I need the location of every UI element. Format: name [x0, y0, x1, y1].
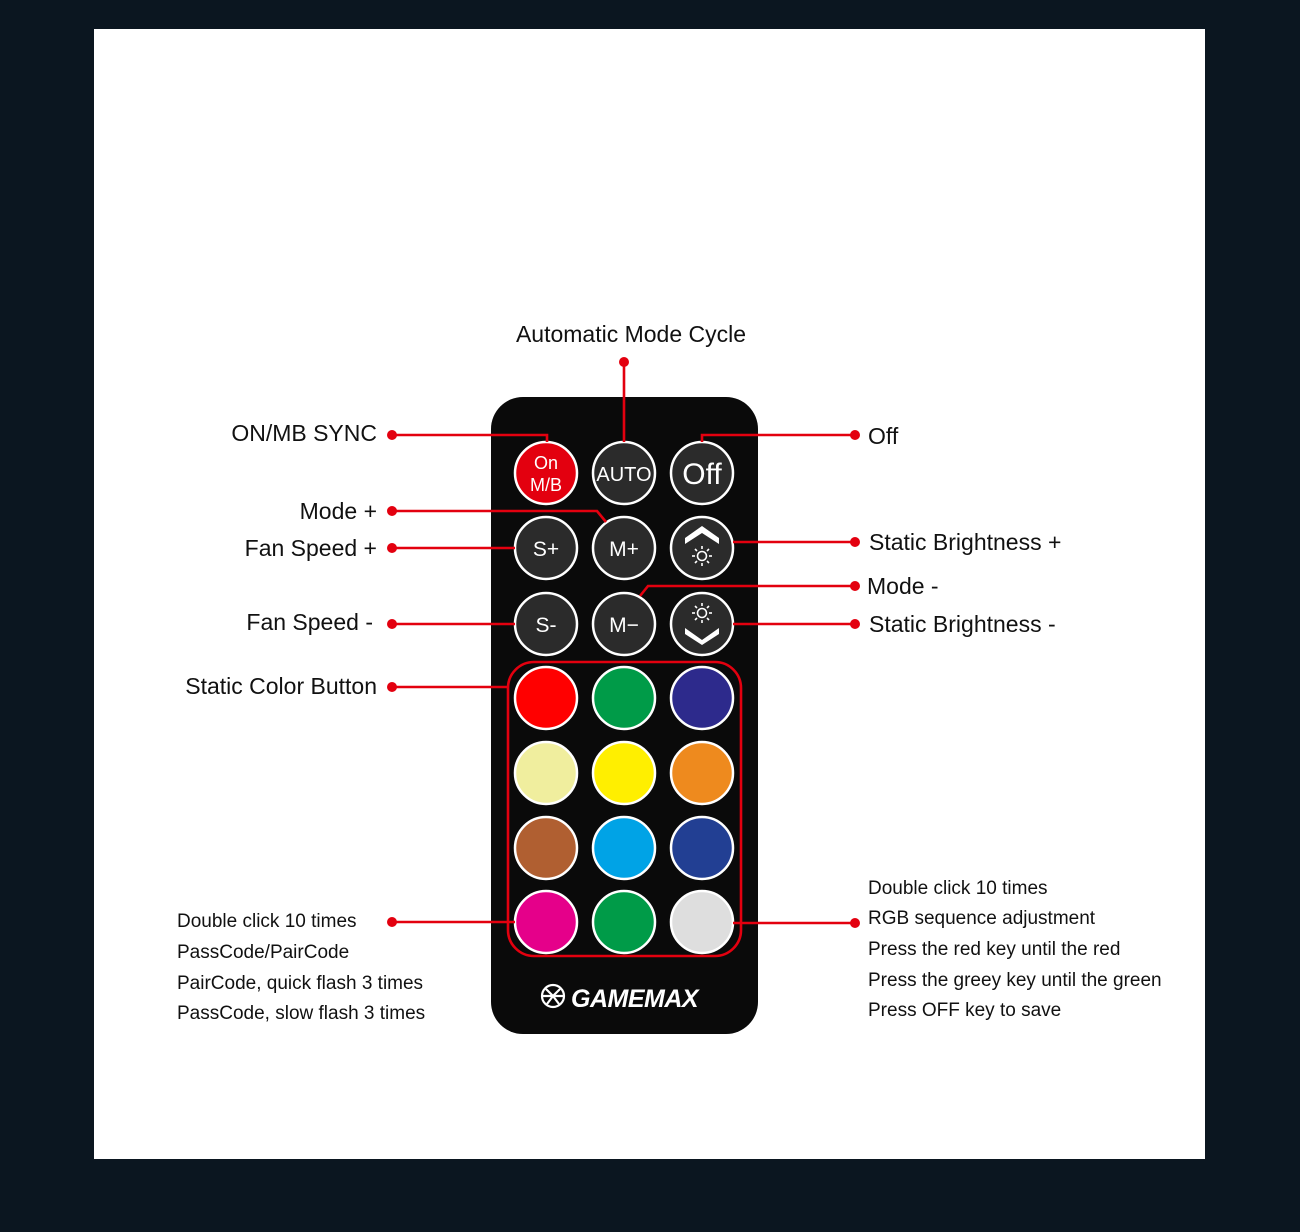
color-key-button[interactable] [671, 891, 733, 953]
color-key-button[interactable] [593, 667, 655, 729]
static-color-leader-dot [387, 682, 397, 692]
mode-up-leader-dot [387, 506, 397, 516]
off-leader-dot [850, 430, 860, 440]
label-static-brightness-minus: Static Brightness - [869, 611, 1056, 637]
label-fan-speed-plus: Fan Speed + [244, 535, 377, 561]
rgb-note-line: RGB sequence adjustment [868, 908, 1096, 929]
speed-up-button[interactable] [515, 517, 577, 579]
off-button[interactable] [671, 442, 733, 504]
color-key-button[interactable] [515, 742, 577, 804]
speed-down-button-label: S- [535, 614, 557, 637]
label-auto-mode: Automatic Mode Cycle [515, 321, 747, 347]
label-static-color: Static Color Button [185, 673, 377, 699]
rgb-sequence-notes [868, 878, 1162, 1021]
mode-down-leader-dot [850, 581, 860, 591]
color-key-button[interactable] [671, 817, 733, 879]
label-fan-speed-minus: Fan Speed - [246, 609, 373, 635]
color-key-button[interactable] [515, 891, 577, 953]
speed-down-leader-dot [387, 619, 397, 629]
on-mb-leader-dot [387, 430, 397, 440]
on-mb-button-line1: On [533, 453, 559, 473]
rgb-note-line: Press the greey key until the green [868, 970, 1162, 991]
color-key-button[interactable] [515, 667, 577, 729]
pair-note-line: PairCode, quick flash 3 times [177, 973, 424, 994]
rgb-note-line: Press the red key until the red [868, 939, 1121, 960]
label-mode-plus: Mode + [299, 498, 377, 524]
auto-leader-dot [619, 357, 629, 367]
mode-up-button-label: M+ [609, 538, 639, 561]
label-on-mb-sync: ON/MB SYNC [231, 420, 377, 446]
color-key-button[interactable] [593, 891, 655, 953]
off-button-label: Off [682, 458, 722, 491]
auto-button[interactable] [593, 442, 655, 504]
color-key-button[interactable] [593, 817, 655, 879]
speed-up-leader-dot [387, 543, 397, 553]
color-key-button[interactable] [593, 742, 655, 804]
mode-up-button[interactable] [593, 517, 655, 579]
speed-up-button-label: S+ [532, 538, 560, 561]
pair-note-line: PassCode, slow flash 3 times [177, 1003, 426, 1024]
brand-name: GAMEMAX [571, 985, 699, 1013]
label-static-brightness-plus: Static Brightness + [869, 529, 1062, 555]
color-key-button[interactable] [671, 742, 733, 804]
brightness-up-button[interactable] [671, 517, 733, 579]
on-mb-button[interactable] [515, 442, 577, 504]
pair-note-line: PassCode/PairCode [177, 942, 350, 963]
color-key-button[interactable] [515, 817, 577, 879]
auto-button-label: AUTO [596, 464, 652, 486]
rgb-sequence-leader-dot [850, 918, 860, 928]
pair-note-line: Double click 10 times [177, 911, 357, 932]
color-key-button[interactable] [671, 667, 733, 729]
pair-notes [177, 911, 425, 1024]
pair-leader-dot [387, 917, 397, 927]
label-mode-minus: Mode - [867, 573, 939, 599]
speed-down-button[interactable] [515, 593, 577, 655]
label-off: Off [868, 423, 899, 449]
brightness-down-leader-dot [850, 619, 860, 629]
mode-down-button-label: M− [609, 614, 639, 637]
rgb-note-line: Double click 10 times [868, 878, 1048, 899]
brightness-up-leader-dot [850, 537, 860, 547]
on-mb-button-line2: M/B [529, 475, 563, 495]
brightness-down-button[interactable] [671, 593, 733, 655]
mode-down-button[interactable] [593, 593, 655, 655]
rgb-note-line: Press OFF key to save [868, 1000, 1062, 1021]
